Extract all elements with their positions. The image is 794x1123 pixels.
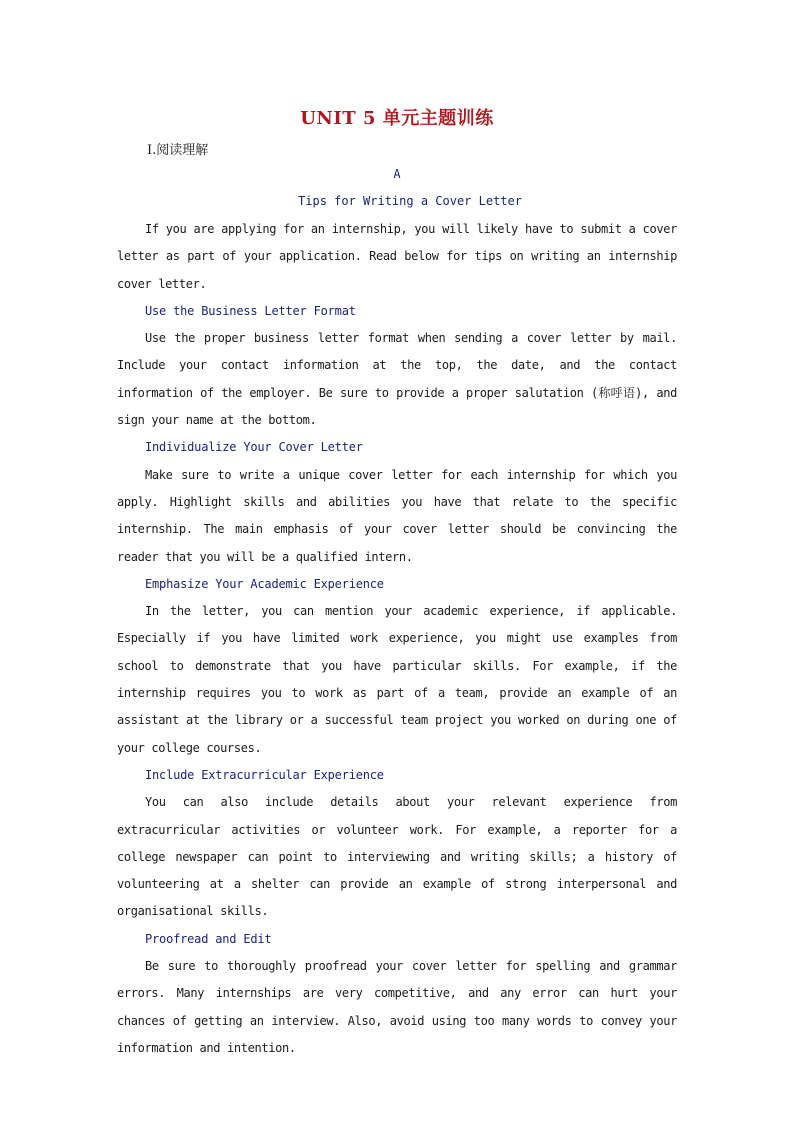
subheading-extracurricular: Include Extracurricular Experience — [145, 767, 384, 782]
passage-body — [117, 216, 677, 1062]
paragraph-proofread: Be sure to thoroughly proofread your cover letter for spelling and grammar errors. Many internships are very competitive, and any error can hurt your chances of getting an interview. Also, avoid using too many words to convey your information and intention. — [117, 959, 677, 1055]
subheading-business-format: Use the Business Letter Format — [145, 303, 356, 318]
paragraph-extracurricular: You can also include details about your relevant experience from extracurricular activities or volunteer work. For example, a reporter for a college newspaper can point to interviewing and writing skills; a history of volunteering at a shelter can provide an example of strong interpersonal and organisational skills. — [117, 795, 677, 919]
subheading-individualize: Individualize Your Cover Letter — [145, 440, 363, 455]
paragraph-individualize: Make sure to write a unique cover letter for each internship for which you apply. Highlight skills and abilities you have that relate to the specific internship. The main emphasis of your cover letter should be convincing the reader that you will be a qualified intern. — [117, 467, 677, 564]
intro-paragraph: If you are applying for an internship, you will likely have to submit a cover letter as part of your application. Read below for tips on writing an internship cover letter. — [117, 222, 677, 291]
paragraph-academic: In the letter, you can mention your academic experience, if applicable. Especially if you have limited work experience, you might use examples from school to demonstrate that you have particular skills. For example, if the internship requires you to work as part of a team, provide an example of an assistant at the library or a successful team project you worked on during one of your college courses. — [117, 604, 677, 755]
subheading-academic: Emphasize Your Academic Experience — [145, 576, 384, 591]
section-heading: Ⅰ.阅读理解 — [147, 143, 209, 158]
page-title: UNIT 5 单元主题训练 — [300, 108, 494, 129]
passage-label: A — [393, 167, 401, 181]
paragraph-business-format: Use the proper business letter format when sending a cover letter by mail. Include your contact information at the top, the date, and the contact information of the employer. Be sure to provide a proper salutation (称呼语), and sign your name at the bottom. — [117, 331, 677, 428]
subheading-proofread: Proofread and Edit — [145, 931, 272, 946]
passage-title: Tips for Writing a Cover Letter — [298, 194, 522, 208]
